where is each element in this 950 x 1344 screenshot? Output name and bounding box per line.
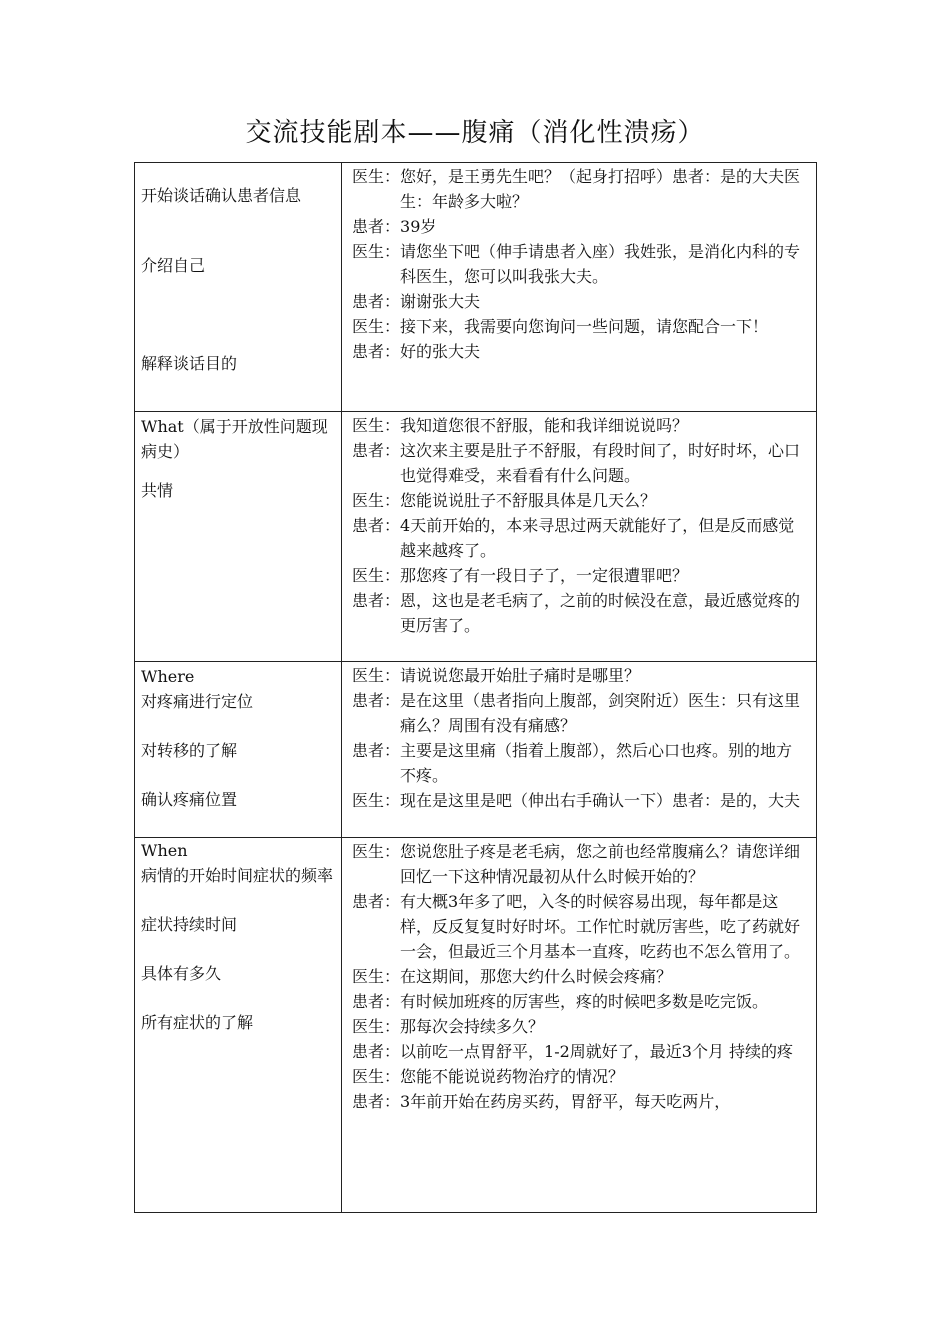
dialogue-text: 4天前开始的，本来寻思过两天就能好了，但是反而感觉越来越疼了。 [400,516,795,560]
dialogue-line [352,889,806,964]
section-label: 确认疼痛位置 [141,790,238,809]
dialogue-text: 您能说说肚子不舒服具体是几天么？ [400,491,657,510]
section-label: What（属于开放性问题现病史） [141,417,328,461]
dialogue-line [352,1039,806,1064]
speaker-label: 医生： [352,416,401,435]
table-row [135,163,817,412]
dialogue-text: 接下来，我需要向您询问一些问题，请您配合一下！ [400,317,769,336]
speaker-label: 医生： [352,242,401,261]
speaker-label: 患者： [352,741,401,760]
dialogue-text: 这次来主要是肚子不舒服，有段时间了，时好时坏，心口也觉得难受，来看看有什么问题。 [400,441,801,485]
speaker-label: 医生： [352,791,401,810]
speaker-label: 患者： [352,292,401,311]
speaker-label: 患者： [352,591,401,610]
section-label-cell [135,163,342,412]
table-row [135,412,817,662]
section-label: 病情的开始时间症状的频率 [141,866,334,885]
dialogue-text: 以前吃一点胃舒平，1-2周就好了，最近3个月 持续的疼 [400,1042,794,1061]
speaker-label: 患者： [352,691,401,710]
speaker-label: 医生： [352,566,401,585]
dialogue-line [352,788,806,813]
dialogue-line [352,964,806,989]
dialogue-line [352,1089,806,1114]
dialogue-text: 在这期间，那您大约什么时候会疼痛？ [400,967,673,986]
dialogue-cell [342,662,817,838]
section-label: 介绍自己 [141,256,206,275]
speaker-label: 医生： [352,666,401,685]
dialogue-cell [342,838,817,1213]
speaker-label: 医生： [352,967,401,986]
section-label: 共情 [141,481,174,500]
table-row [135,838,817,1213]
speaker-label: 患者： [352,1092,401,1111]
speaker-label: 患者： [352,992,401,1011]
speaker-label: 医生： [352,1017,401,1036]
dialogue-cell [342,412,817,662]
dialogue-line [352,339,806,364]
table-row [135,662,817,838]
speaker-label: 患者： [352,217,401,236]
dialogue-text: 好的张大夫 [400,342,481,361]
dialogue-text: 那您疼了有一段日子了，一定很遭罪吧？ [400,566,689,585]
dialogue-line [352,989,806,1014]
speaker-label: 医生： [352,1067,401,1086]
section-label-cell [135,412,342,662]
speaker-label: 患者： [352,1042,401,1061]
dialogue-text: 主要是这里痛（指着上腹部），然后心口也疼。别的地方不疼。 [400,741,793,785]
dialogue-text: 您好，是王勇先生吧？（起身打招呼）患者：是的大夫医生：年龄多大啦？ [400,167,801,211]
dialogue-cell [342,163,817,412]
dialogue-line [352,314,806,339]
section-label: 所有症状的了解 [141,1013,254,1032]
dialogue-text: 现在是这里是吧（伸出右手确认一下）患者：是的，大夫 [400,791,801,810]
dialogue-line [352,488,806,513]
speaker-label: 医生： [352,491,401,510]
dialogue-text: 请说说您最开始肚子痛时是哪里？ [400,666,641,685]
dialogue-text: 我知道您很不舒服，能和我详细说说吗？ [400,416,689,435]
dialogue-text: 谢谢张大夫 [400,292,481,311]
dialogue-line [352,289,806,314]
speaker-label: 医生： [352,317,401,336]
section-label: 开始谈话确认患者信息 [141,186,302,205]
page-title: 交流技能剧本——腹痛（消化性溃疡） [245,118,705,148]
section-label: Where [141,667,195,686]
dialogue-line [352,1014,806,1039]
dialogue-line [352,513,806,563]
section-label-cell [135,662,342,838]
section-label: 症状持续时间 [141,915,238,934]
speaker-label: 医生： [352,842,401,861]
dialogue-line [352,563,806,588]
dialogue-line [352,588,806,638]
dialogue-line [352,413,806,438]
dialogue-text: 那每次会持续多久？ [400,1017,545,1036]
dialogue-line [352,164,806,214]
section-label: When [141,841,188,860]
dialogue-text: 恩，这也是老毛病了，之前的时候没在意，最近感觉疼的更厉害了。 [400,591,801,635]
section-label: 对转移的了解 [141,741,238,760]
speaker-label: 患者： [352,441,401,460]
section-label: 解释谈话目的 [141,354,238,373]
dialogue-text: 是在这里（患者指向上腹部，剑突附近）医生：只有这里痛么？周围有没有痛感？ [400,691,801,735]
dialogue-text: 请您坐下吧（伸手请患者入座）我姓张，是消化内科的专科医生，您可以叫我张大夫。 [400,242,801,286]
dialogue-text: 您说您肚子疼是老毛病，您之前也经常腹痛么？请您详细回忆一下这种情况最初从什么时候开始的？ [400,842,801,886]
dialogue-line [352,239,806,289]
dialogue-text: 39岁 [400,217,437,236]
section-label: 对疼痛进行定位 [141,692,254,711]
speaker-label: 患者： [352,516,401,535]
dialogue-line [352,663,806,688]
dialogue-text: 有大概3年多了吧，入冬的时候容易出现，每年都是这样，反反复复时好时坏。工作忙时就厉害些，吃了药就好一会，但最近三个月基本一直疼，吃药也不怎么管用了。 [400,892,801,961]
section-label-cell [135,838,342,1213]
dialogue-line [352,214,806,239]
dialogue-line [352,738,806,788]
dialogue-line [352,839,806,889]
speaker-label: 患者： [352,892,401,911]
dialogue-line [352,688,806,738]
section-label: 具体有多久 [141,964,222,983]
dialogue-text: 3年前开始在药房买药，胃舒平，每天吃两片， [400,1092,731,1111]
dialogue-text: 有时候加班疼的厉害些，疼的时候吧多数是吃完饭。 [400,992,769,1011]
dialogue-line [352,1064,806,1089]
dialogue-line [352,438,806,488]
speaker-label: 医生： [352,167,401,186]
script-table [134,162,817,1213]
speaker-label: 患者： [352,342,401,361]
dialogue-text: 您能不能说说药物治疗的情况？ [400,1067,625,1086]
